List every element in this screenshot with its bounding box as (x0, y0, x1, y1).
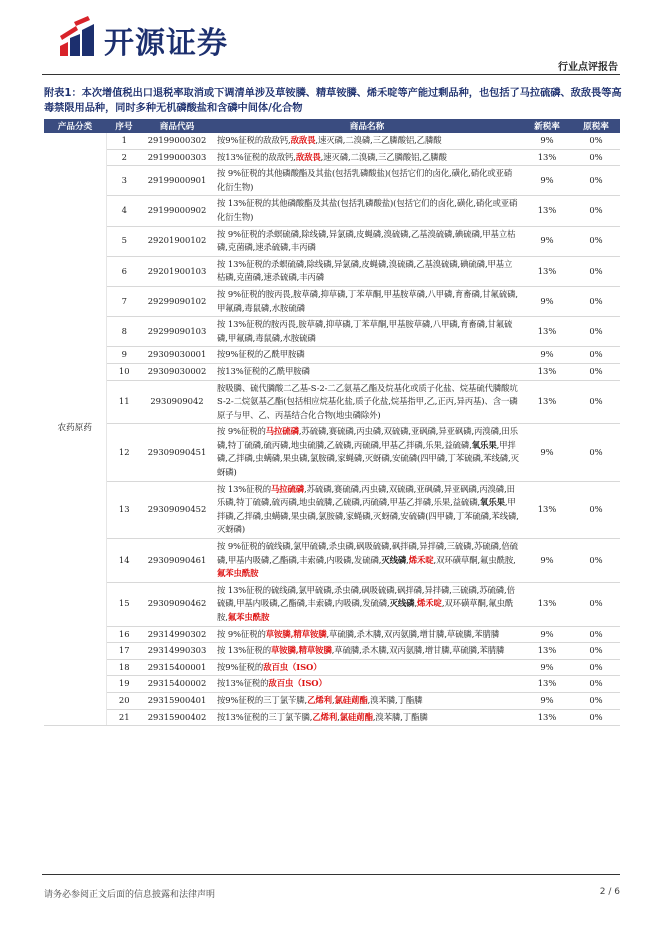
row-new-rate: 13% (522, 363, 572, 380)
row-code: 29309030001 (142, 347, 212, 364)
row-product-name (212, 709, 522, 726)
row-new-rate: 9% (522, 692, 572, 709)
row-number: 14 (106, 539, 142, 583)
product-text: 氧乐果 (471, 439, 497, 450)
row-code: 29315400002 (142, 676, 212, 693)
row-number: 12 (106, 424, 142, 481)
row-code: 29299090103 (142, 317, 212, 347)
product-text: , (406, 554, 409, 565)
row-product-name (212, 481, 522, 538)
row-new-rate: 13% (522, 676, 572, 693)
row-number: 10 (106, 363, 142, 380)
table-row (44, 226, 620, 256)
row-code: 29315400001 (142, 659, 212, 676)
row-old-rate: 0% (572, 539, 620, 583)
table-row (44, 692, 620, 709)
table-row (44, 363, 620, 380)
table-row (44, 709, 620, 726)
product-text: , (337, 711, 340, 722)
table-row (44, 317, 620, 347)
row-number: 9 (106, 347, 142, 364)
row-product-name (212, 166, 522, 196)
product-text: 按 13%征税的杀螟硫磷,除线磷,异氯磷,皮蝇磷,溴硫磷,乙基溴硫磷,碘硫磷,甲基立枯磷,克菌磷,速杀硫磷,丰丙磷 (217, 258, 513, 283)
row-new-rate: 13% (522, 709, 572, 726)
row-code: 29309090451 (142, 424, 212, 481)
highlighted-product-text: 草铵膦,精草铵膦 (270, 645, 332, 656)
row-code: 29314990302 (142, 626, 212, 643)
highlighted-product-text: 敌敌畏 (290, 135, 316, 145)
product-text: 灭线磷 (381, 554, 407, 565)
page-number: 2 / 6 (599, 887, 620, 897)
row-number: 19 (106, 676, 142, 693)
row-code: 29315900401 (142, 692, 212, 709)
header-new-rate: 新税率 (522, 119, 572, 133)
row-old-rate: 0% (572, 424, 620, 481)
highlighted-product-text: 马拉硫磷 (270, 483, 305, 494)
table-row (44, 481, 620, 538)
row-code: 29199000303 (142, 149, 212, 166)
product-text: 氧乐果 (480, 497, 505, 508)
product-text: 按9%征税的乙酰甲胺磷 (217, 349, 305, 360)
highlighted-product-text: 氟苯虫酰胺 (217, 568, 259, 579)
row-product-name (212, 643, 522, 660)
row-old-rate: 0% (572, 692, 620, 709)
product-text: 按 13%征税的 (217, 645, 271, 656)
row-product-name (212, 347, 522, 364)
row-product-name (212, 692, 522, 709)
row-product-name (212, 363, 522, 380)
page-header (0, 0, 662, 76)
row-product-name (212, 226, 522, 256)
row-code: 29199000901 (142, 166, 212, 196)
table-row (44, 539, 620, 583)
table-row (44, 424, 620, 481)
product-text: 按13%征税的敌敌钙, (217, 151, 296, 162)
row-number: 13 (106, 481, 142, 538)
row-code: 29299090102 (142, 286, 212, 316)
row-new-rate: 13% (522, 256, 572, 286)
row-code: 29199000902 (142, 196, 212, 226)
row-product-name (212, 149, 522, 166)
row-code: 29309030002 (142, 363, 212, 380)
product-text: , (331, 694, 335, 705)
highlighted-product-text: 草铵膦,精草铵膦 (265, 628, 327, 639)
table-row (44, 643, 620, 660)
row-code: 29201900102 (142, 226, 212, 256)
product-text: ,双环磺草酮,氟虫酰胺, (433, 554, 516, 565)
table-row (44, 196, 620, 226)
row-product-name (212, 626, 522, 643)
product-text: ,甲拌磷,乙拌磷,虫螨磷,果虫磷,氯胺磷,家蝇磷,灭蚜磷,安硫磷(四甲磷,丁苯硫磷,苯线磷,灭蚜磷) (217, 497, 519, 535)
product-text: 按 13%征税的胺丙畏,胺草磷,抑草磷,丁苯草酮,甲基胺草磷,八甲磷,育畜磷,甘氟硫磷,甲氟磷,毒鼠磷,水胺硫磷 (217, 319, 513, 343)
row-number: 20 (106, 692, 142, 709)
row-old-rate: 0% (572, 166, 620, 196)
product-text: 灭线磷 (389, 598, 415, 609)
row-number: 4 (106, 196, 142, 226)
row-old-rate: 0% (572, 347, 620, 364)
row-number: 21 (106, 709, 142, 726)
row-code: 29309090461 (142, 539, 212, 583)
product-text: 按13%征税的乙酰甲胺磷 (217, 365, 310, 376)
logo-text: 开源证券 (104, 26, 228, 61)
row-code: 29315900402 (142, 709, 212, 726)
row-number: 17 (106, 643, 142, 660)
table-row (44, 133, 620, 149)
product-text: 按 13%征税的硫线磷,氯甲硫磷,杀虫磷,砜吸硫磷,砜拌磷,异拌磷,三硫磷,苏硫磷,倍硫磷,甲基内吸磷,乙酯磷,丰索磷,内吸磷,发硫磷, (217, 584, 515, 609)
row-code: 29309090462 (142, 582, 212, 626)
row-new-rate: 13% (522, 643, 572, 660)
table-row (44, 286, 620, 316)
row-new-rate: 9% (522, 424, 572, 481)
tax-rate-table (44, 119, 620, 726)
table-row (44, 380, 620, 424)
footer-divider (42, 874, 620, 875)
table-row (44, 659, 620, 676)
footer-disclaimer: 请务必参阅正文后面的信息披露和法律声明 (44, 890, 216, 900)
product-text: , (414, 598, 417, 609)
row-new-rate: 13% (522, 196, 572, 226)
row-number: 18 (106, 659, 142, 676)
row-new-rate: 9% (522, 166, 572, 196)
header-category: 产品分类 (44, 119, 106, 133)
product-text: 按 9%征税的硫线磷,氯甲硫磷,杀虫磷,砜吸硫磷,砜拌磷,异拌磷,三硫磷,苏硫磷,倍硫磷,甲基内吸磷,乙酯磷,丰索磷,内吸磷,发硫磷, (217, 541, 518, 565)
product-text: 按 9%征税的其他磷酸酯及其盐(包括乳磷酸盐)(包括它们的卤化,磺化,硝化或亚硝化衍生物) (217, 168, 513, 192)
product-text: ,草硫膦,杀木膦,双丙氨膦,增甘膦,草硫膦,苯腈膦 (326, 628, 500, 639)
row-product-name (212, 317, 522, 347)
product-text: 按 13%征税的 (217, 483, 271, 494)
row-old-rate: 0% (572, 626, 620, 643)
table-header-row (44, 119, 620, 133)
table-row (44, 582, 620, 626)
product-text: 按 9%征税的 (217, 426, 266, 437)
product-text: 按9%征税的敌敌钙, (217, 135, 291, 145)
product-text: 按9%征税的 (217, 661, 264, 672)
product-text: 胺吸膦、硫代膦酸二乙基-S-2-二乙氨基乙酯及烷基化或质子化盐、烷基硫代膦酸坑 S-2-二烷氨基乙酯(包括相应烷基化盐,质子化盐,烷基指甲,乙,正丙,异丙基)、含一磷原子与甲、乙、丙基结合化合物(地虫磷除外) (217, 382, 518, 420)
table-body (44, 133, 620, 726)
product-text: ,甲拌磷,乙拌磷,虫螨磷,果虫磷,氯胺磷,家蝇磷,灭蚜磷,安硫磷(四甲磷,丁苯硫磷,苯线磷,灭蚜磷) (217, 439, 519, 478)
highlighted-product-text: 敌敌畏 (295, 151, 321, 162)
product-text: 按13%征税的 (217, 678, 269, 689)
row-old-rate: 0% (572, 256, 620, 286)
table-row (44, 676, 620, 693)
table-caption: 附表1：本次增值税出口退税率取消或下调清单涉及草铵膦、精草铵膦、烯禾啶等产能过剩品种，也包括了马拉硫磷、敌敌畏等高毒禁限用品种，同时多种无机磷酸盐和含磷中间体/化合物 (44, 88, 622, 114)
row-old-rate: 0% (572, 363, 620, 380)
row-new-rate: 9% (522, 347, 572, 364)
product-text: ,苏硫磷,赛硫磷,丙虫磷,双硫磷,亚砜磷,异亚砜磷,丙溴磷,田乐磷,特丁硫磷,硫丙磷,地虫硫膦,乙硫磷,丙硫磷,甲基乙拌磷,乐果,益硫磷, (217, 483, 515, 508)
row-product-name (212, 676, 522, 693)
row-number: 1 (106, 133, 142, 149)
highlighted-product-text: 乙烯利 (312, 711, 338, 722)
row-number: 6 (106, 256, 142, 286)
row-number: 2 (106, 149, 142, 166)
table-row (44, 256, 620, 286)
highlighted-product-text: 乙烯利 (307, 694, 332, 705)
row-product-name (212, 196, 522, 226)
row-number: 7 (106, 286, 142, 316)
row-product-name (212, 133, 522, 149)
row-old-rate: 0% (572, 582, 620, 626)
product-text: 按 9%征税的胺丙畏,胺草磷,抑草磷,丁苯草酮,甲基胺草磷,八甲磷,育畜磷,甘氟硫磷,甲氟磷,毒鼠磷,水胺硫磷 (217, 288, 518, 313)
product-text: ,溴苯膦,丁酯膦 (372, 711, 428, 722)
product-text: ,速灭磷,二溴磷,三乙膦酸铝,乙膦酸 (315, 135, 442, 145)
row-number: 5 (106, 226, 142, 256)
table-row (44, 149, 620, 166)
highlighted-product-text: 敌百虫（ISO） (263, 661, 322, 672)
table-row (44, 347, 620, 364)
row-number: 3 (106, 166, 142, 196)
row-product-name (212, 424, 522, 481)
row-code: 29199000302 (142, 133, 212, 149)
row-new-rate: 9% (522, 539, 572, 583)
row-product-name (212, 539, 522, 583)
header-number: 序号 (106, 119, 142, 133)
row-old-rate: 0% (572, 709, 620, 726)
company-logo (56, 16, 246, 61)
product-text: 按 9%征税的杀螟硫磷,除线磷,异氯磷,皮蝇磷,溴硫磷,乙基溴硫磷,碘硫磷,甲基立枯磷,克菌磷,速杀硫磷,丰丙磷 (217, 228, 516, 253)
product-text: ,速灭磷,二溴磷,三乙膦酸铝,乙膦酸 (320, 151, 447, 162)
row-product-name (212, 380, 522, 424)
row-new-rate: 13% (522, 380, 572, 424)
row-product-name (212, 256, 522, 286)
header-divider (42, 74, 620, 75)
row-old-rate: 0% (572, 196, 620, 226)
row-product-name (212, 659, 522, 676)
row-number: 15 (106, 582, 142, 626)
product-text: ,草硫膦,杀木膦,双丙氨膦,增甘膦,草硫膦,苯腈膦 (331, 645, 505, 656)
product-text: ,苏硫磷,赛硫磷,丙虫磷,双硫磷,亚砜磷,异亚砜磷,丙溴磷,田乐磷,特丁硫磷,硫丙磷,地虫硫膦,乙硫磷,丙硫磷,甲基乙拌磷,乐果,益硫磷, (217, 426, 518, 450)
row-number: 11 (106, 380, 142, 424)
row-old-rate: 0% (572, 317, 620, 347)
highlighted-product-text: 敌百虫（ISO） (268, 678, 327, 689)
highlighted-product-text: 马拉硫磷 (265, 426, 299, 437)
row-new-rate: 9% (522, 286, 572, 316)
row-product-name (212, 286, 522, 316)
row-old-rate: 0% (572, 380, 620, 424)
row-new-rate: 13% (522, 317, 572, 347)
row-product-name (212, 582, 522, 626)
row-new-rate: 9% (522, 226, 572, 256)
table-row (44, 626, 620, 643)
row-old-rate: 0% (572, 133, 620, 149)
row-new-rate: 9% (522, 133, 572, 149)
logo-mark-icon (56, 16, 98, 58)
highlighted-product-text: 氯硅荝酯 (339, 711, 373, 722)
header-name: 商品名称 (212, 119, 522, 133)
row-number: 16 (106, 626, 142, 643)
row-number: 8 (106, 317, 142, 347)
highlighted-product-text: 氟苯虫酰胺 (227, 612, 270, 622)
product-text: ,双环磺草酮,氟虫酰胺, (217, 598, 514, 622)
header-code: 商品代码 (142, 119, 212, 133)
highlighted-product-text: 烯禾啶 (408, 554, 434, 565)
product-text: 按13%征税的三丁氯苄膦, (217, 711, 313, 722)
row-new-rate: 13% (522, 582, 572, 626)
row-old-rate: 0% (572, 149, 620, 166)
row-old-rate: 0% (572, 226, 620, 256)
row-code: 29201900103 (142, 256, 212, 286)
row-code: 29309090452 (142, 481, 212, 538)
row-code: 29314990303 (142, 643, 212, 660)
row-code: 2930909042 (142, 380, 212, 424)
row-old-rate: 0% (572, 286, 620, 316)
row-new-rate: 9% (522, 659, 572, 676)
highlighted-product-text: 烯禾啶 (417, 598, 442, 609)
row-new-rate: 13% (522, 481, 572, 538)
product-text: ,溴苯膦,丁酯膦 (367, 694, 423, 705)
category-cell: 农药原药 (44, 133, 106, 726)
row-old-rate: 0% (572, 481, 620, 538)
product-text: 按 9%征税的 (217, 628, 266, 639)
header-old-rate: 原税率 (572, 119, 620, 133)
table-row (44, 166, 620, 196)
report-type-label: 行业点评报告 (558, 62, 618, 73)
row-new-rate: 13% (522, 149, 572, 166)
row-new-rate: 9% (522, 626, 572, 643)
row-old-rate: 0% (572, 659, 620, 676)
product-text: 按 13%征税的其他磷酸酯及其盐(包括乳磷酸盐)(包括它们的卤化,磺化,硝化或亚硝化衍生物) (217, 198, 518, 222)
row-old-rate: 0% (572, 643, 620, 660)
row-old-rate: 0% (572, 676, 620, 693)
highlighted-product-text: 氯硅荝酯 (334, 694, 368, 705)
product-text: 按9%征税的三丁氯苄膦, (217, 694, 308, 705)
